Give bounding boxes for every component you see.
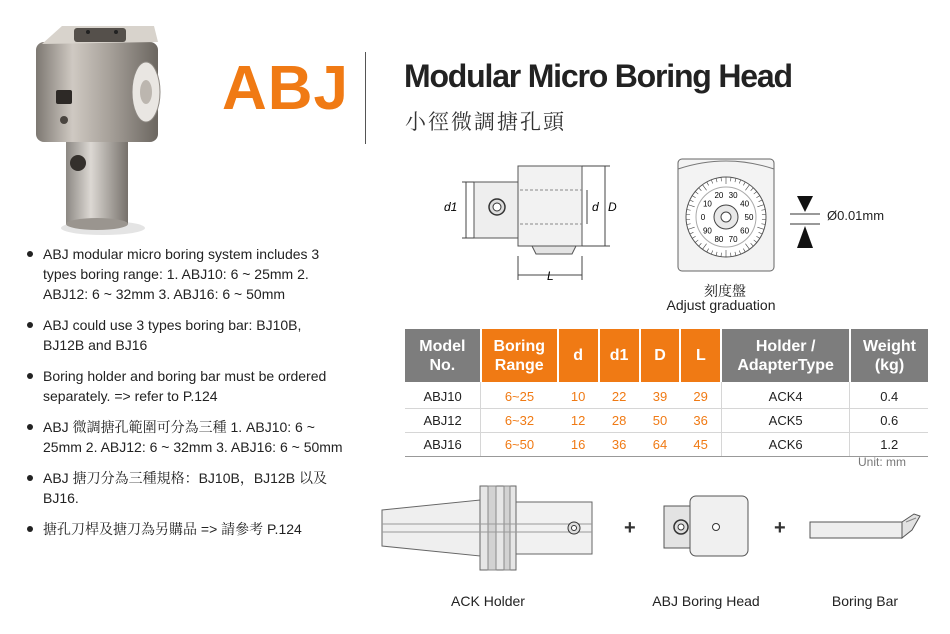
resolution-arrows <box>790 192 820 252</box>
feature-item: ABJ modular micro boring system includes 3 types boring range: 1. ABJ10: 6 ~ 25mm 2. ABJ12: 6 ~ 32mm 3. ABJ16: 6 ~ 50mm <box>25 244 345 304</box>
feature-item: ABJ 搪刀分為三種規格：BJ10B，BJ12B 以及 BJ16. <box>25 468 345 508</box>
table-row <box>405 409 928 433</box>
table-cell: 1.2 <box>850 433 928 457</box>
ack-holder-image <box>380 478 595 578</box>
header-line: L <box>695 347 706 364</box>
table-cell: 6~32 <box>481 409 558 433</box>
header-line: D <box>654 347 666 364</box>
table-header-cell <box>599 329 640 382</box>
dial-number: 70 <box>728 234 738 244</box>
header-line: AdapterType <box>737 356 834 374</box>
table-cell: 16 <box>558 433 599 457</box>
part-caption-ack-holder: ACK Holder <box>451 593 525 609</box>
dial-caption-en: Adjust graduation <box>666 297 776 313</box>
dial-number: 30 <box>728 191 738 201</box>
header-line: (kg) <box>874 356 905 374</box>
table-cell: 0.4 <box>850 382 928 409</box>
feature-item: ABJ 微調搪孔範圍可分為三種 1. ABJ10: 6 ~ 25mm 2. ABJ12: 6 ~ 32mm 3. ABJ16: 6 ~ 50mm <box>25 417 345 457</box>
dial-number: 60 <box>740 226 750 236</box>
table-cell: 36 <box>680 409 721 433</box>
table-cell: ABJ16 <box>405 433 481 457</box>
dial-number: 90 <box>702 226 712 236</box>
dim-label-L: L <box>547 269 554 283</box>
table-cell: 36 <box>599 433 640 457</box>
header-line: Holder / <box>755 337 816 355</box>
header-line: Boring <box>493 337 545 355</box>
dial-number: 80 <box>714 234 724 244</box>
table-cell: ACK5 <box>721 409 850 433</box>
dial-number: 0 <box>700 213 706 222</box>
table-cell: 28 <box>599 409 640 433</box>
table-cell: 12 <box>558 409 599 433</box>
feature-item: ABJ could use 3 types boring bar: BJ10B, BJ12B and BJ16 <box>25 315 345 355</box>
header-line: Range <box>494 356 544 374</box>
plus-sign: + <box>624 517 636 539</box>
plus-sign: + <box>774 517 786 539</box>
dial-number: 50 <box>744 213 754 222</box>
table-header-cell <box>405 329 481 382</box>
table-cell: 22 <box>599 382 640 409</box>
abj-boring-head-image <box>660 494 752 558</box>
table-cell: 50 <box>640 409 681 433</box>
table-row <box>405 433 928 457</box>
dial-caption-zh: 刻度盤 <box>704 283 746 299</box>
table-header-cell <box>481 329 558 382</box>
feature-item: 搪孔刀桿及搪刀為另購品 => 請參考 P.124 <box>25 519 345 539</box>
dim-label-d: d <box>592 200 599 214</box>
table-cell: ABJ12 <box>405 409 481 433</box>
title-divider <box>365 52 366 144</box>
table-header-cell <box>558 329 599 382</box>
table-cell: 39 <box>640 382 681 409</box>
feature-item: Boring holder and boring bar must be ordered separately. => refer to P.124 <box>25 366 345 406</box>
table-row <box>405 382 928 409</box>
table-cell: 10 <box>558 382 599 409</box>
dial-number: 20 <box>714 191 724 201</box>
header-line: d1 <box>609 347 629 364</box>
table-cell: 0.6 <box>850 409 928 433</box>
spec-table <box>405 329 928 457</box>
dimension-diagram <box>440 160 620 285</box>
page-title: Modular Micro Boring Head <box>404 58 792 94</box>
dial-number: 10 <box>702 199 712 209</box>
unit-note: Unit: mm <box>858 455 906 469</box>
header-line: Weight <box>862 337 916 355</box>
header-line: No. <box>429 356 456 374</box>
table-cell: 6~25 <box>481 382 558 409</box>
table-header-cell <box>850 329 928 382</box>
table-cell: ACK4 <box>721 382 850 409</box>
page-subtitle: 小徑微調搪孔頭 <box>405 111 566 134</box>
table-header-cell <box>721 329 850 382</box>
graduation-dial <box>676 155 776 275</box>
table-cell: ABJ10 <box>405 382 481 409</box>
resolution-label: Ø0.01mm <box>827 208 885 223</box>
table-cell: ACK6 <box>721 433 850 457</box>
table-cell: 64 <box>640 433 681 457</box>
table-header-cell <box>640 329 681 382</box>
table-cell: 6~50 <box>481 433 558 457</box>
feature-list <box>25 244 345 550</box>
table-header-cell <box>680 329 721 382</box>
boring-bar-image <box>808 508 923 548</box>
product-code: ABJ <box>222 54 350 123</box>
header-line: d <box>573 347 583 364</box>
part-caption-boring-bar: Boring Bar <box>831 593 899 609</box>
dim-label-D: D <box>608 200 617 214</box>
header-line: Model <box>419 337 466 355</box>
dial-number: 40 <box>740 199 750 209</box>
table-cell: 29 <box>680 382 721 409</box>
part-caption-abj-head: ABJ Boring Head <box>652 593 760 609</box>
product-photo <box>28 20 178 240</box>
dim-label-d1: d1 <box>444 200 458 214</box>
table-cell: 45 <box>680 433 721 457</box>
